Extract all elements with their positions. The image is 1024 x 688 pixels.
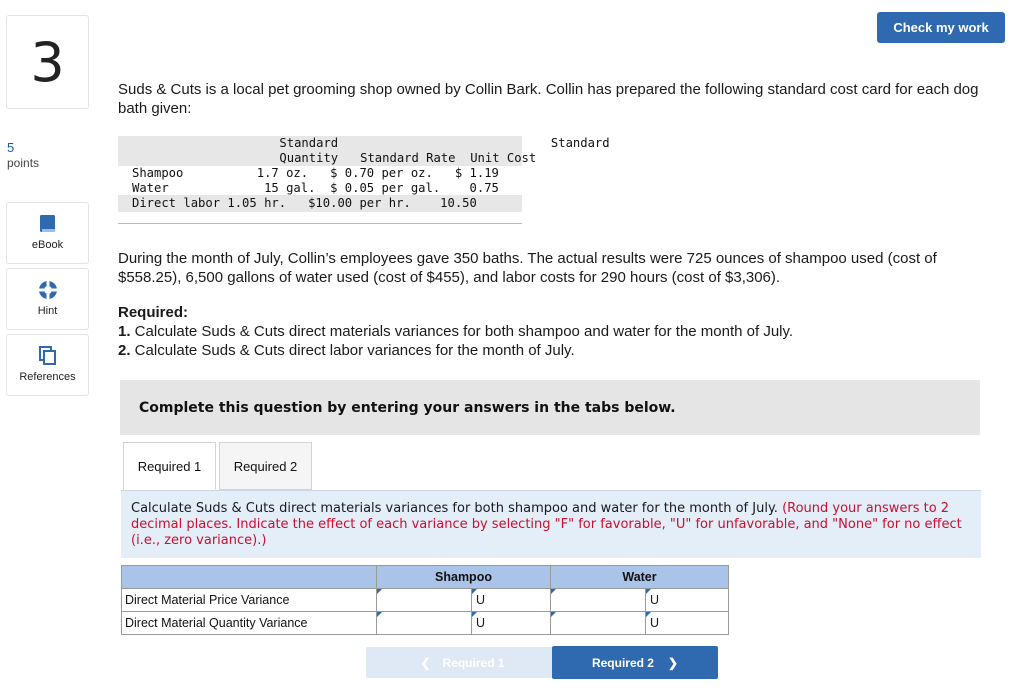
tab-required-2[interactable]: Required 2 [219,442,312,490]
required-item-2-text: Calculate Suds & Cuts direct labor variances for the month of July. [130,342,575,359]
references-button[interactable] [6,334,89,396]
intro-text: Suds & Cuts is a local pet grooming shop owned by Collin Bark. Collin has prepared the following standard cost card for each dog bath given: [118,81,979,117]
hint-label: Hint [37,305,58,317]
table-header-water: Water [551,566,729,589]
instruction-rounding-note: (Round your answers to 2 decimal places. Indicate the effect of each variance by selecting "F" for favorable, "U" for unfavorable, and "None" for no effect (i.e., zero variance).) [131,501,962,548]
chevron-left-icon: ❮ [420,655,431,670]
shampoo-price-effect-value: U [476,593,486,607]
water-price-effect-value: U [650,593,660,607]
cost-card-row: Water 15 gal. $ 0.05 per gal. 0.75 [132,181,499,195]
cost-card-row: Direct labor 1.05 hr. $10.00 per hr. 10.50 [132,196,477,210]
variance-answer-table [121,565,729,635]
row-label-quantity-variance: Direct Material Quantity Variance [122,612,377,635]
table-header-row [122,566,729,589]
water-price-effect-select[interactable] [646,589,729,612]
input-marker-icon [551,589,556,594]
tab-required-1[interactable]: Required 1 [123,442,216,490]
previous-tab-label: Required 1 [442,655,505,670]
water-quantity-effect-select[interactable] [646,612,729,635]
shampoo-price-effect-select[interactable] [472,589,551,612]
cost-card-header-line1: Standard Standard [118,136,610,150]
required-item-1-text: Calculate Suds & Cuts direct materials variances for both shampoo and water for the month of July. [130,323,794,340]
shampoo-quantity-effect-select[interactable] [472,612,551,635]
table-row [122,612,729,635]
input-marker-icon [377,589,382,594]
next-tab-label: Required 2 [591,655,654,670]
ebook-label: eBook [31,239,64,251]
required-item-1-number: 1. [118,323,131,340]
lifebuoy-icon [38,279,58,301]
row-label-price-variance: Direct Material Price Variance [122,589,377,612]
references-label: References [19,371,76,383]
required-heading: Required: [118,304,189,321]
required-item-2 [118,341,998,360]
documents-icon [39,345,57,367]
complete-instructions-banner: Complete this question by entering your answers in the tabs below. [120,380,980,435]
shampoo-quantity-variance-input[interactable] [377,612,472,635]
ebook-button[interactable] [6,202,89,264]
required-item-1 [118,322,998,341]
tab-instruction [121,490,981,558]
cost-card-row: Shampoo 1.7 oz. $ 0.70 per oz. $ 1.19 [132,166,499,180]
points-label: points [7,156,40,170]
table-header-shampoo: Shampoo [377,566,551,589]
water-quantity-variance-input[interactable] [551,612,646,635]
water-quantity-effect-value: U [650,616,660,630]
required-section [118,303,998,360]
actual-results-text: During the month of July, Collin’s employees gave 350 baths. The actual results were 725 ounces of shampoo used (cost of $558.25), 6,500 gallons of water used (cost of $455), and labor costs for 290 hours (cost of $3,306). [118,250,937,286]
shampoo-price-variance-input[interactable] [377,589,472,612]
next-tab-button[interactable] [552,646,718,679]
chevron-right-icon: ❯ [667,655,679,670]
input-marker-icon [551,612,556,617]
question-number: 3 [6,15,89,109]
water-price-variance-input[interactable] [551,589,646,612]
book-icon [39,213,57,235]
table-header-blank [122,566,377,589]
shampoo-quantity-effect-value: U [476,616,486,630]
standard-cost-card [118,136,610,224]
cost-card-header-line2: Quantity Standard Rate Unit Cost [118,151,537,165]
previous-tab-button[interactable] [366,647,559,678]
hint-button[interactable] [6,268,89,330]
input-marker-icon [377,612,382,617]
points-value: 5 [7,140,15,155]
check-my-work-button[interactable]: Check my work [877,12,1005,43]
required-item-2-number: 2. [118,342,131,359]
table-row [122,589,729,612]
instruction-main: Calculate Suds & Cuts direct materials variances for both shampoo and water for the month of July. [131,501,778,516]
